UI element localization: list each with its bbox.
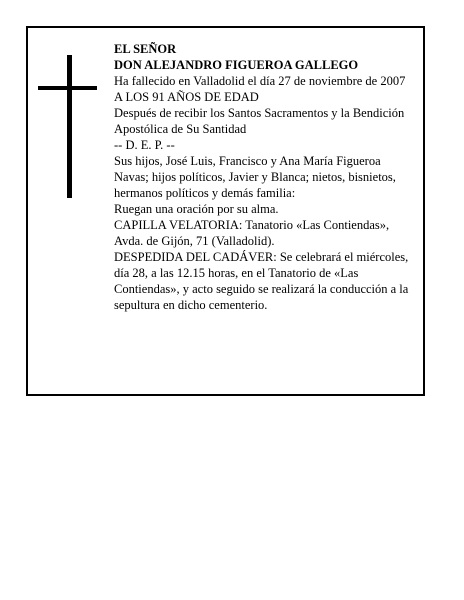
cross-horizontal-bar bbox=[38, 86, 97, 90]
deceased-name: DON ALEJANDRO FIGUEROA GALLEGO bbox=[114, 58, 359, 72]
prayer-line: Ruegan una oración por su alma. bbox=[114, 202, 279, 216]
obituary-notice bbox=[26, 26, 425, 396]
cross-vertical-bar bbox=[67, 55, 72, 198]
notice-text bbox=[114, 41, 414, 313]
family-line: Sus hijos, José Luis, Francisco y Ana María Figueroa Navas; hijos políticos, Javier y Blanca; nietos, bisnietos, hermanos políticos y demás familia: bbox=[114, 154, 396, 200]
farewell-line: DESPEDIDA DEL CADÁVER: Se celebrará el miércoles, día 28, a las 12.15 horas, en el Tanatorio de «Las Contiendas», y acto seguido se realizará la conducción a la sepultura en dicho cementerio. bbox=[114, 250, 409, 312]
death-info: Ha fallecido en Valladolid el día 27 de noviembre de 2007 bbox=[114, 74, 406, 88]
heading-title: EL SEÑOR bbox=[114, 42, 177, 56]
chapel-line: CAPILLA VELATORIA: Tanatorio «Las Contiendas», Avda. de Gijón, 71 (Valladolid). bbox=[114, 218, 390, 248]
age-line: A LOS 91 AÑOS DE EDAD bbox=[114, 90, 259, 104]
rip-line: -- D. E. P. -- bbox=[114, 138, 175, 152]
sacraments-line: Después de recibir los Santos Sacramentos y la Bendición Apostólica de Su Santidad bbox=[114, 106, 405, 136]
